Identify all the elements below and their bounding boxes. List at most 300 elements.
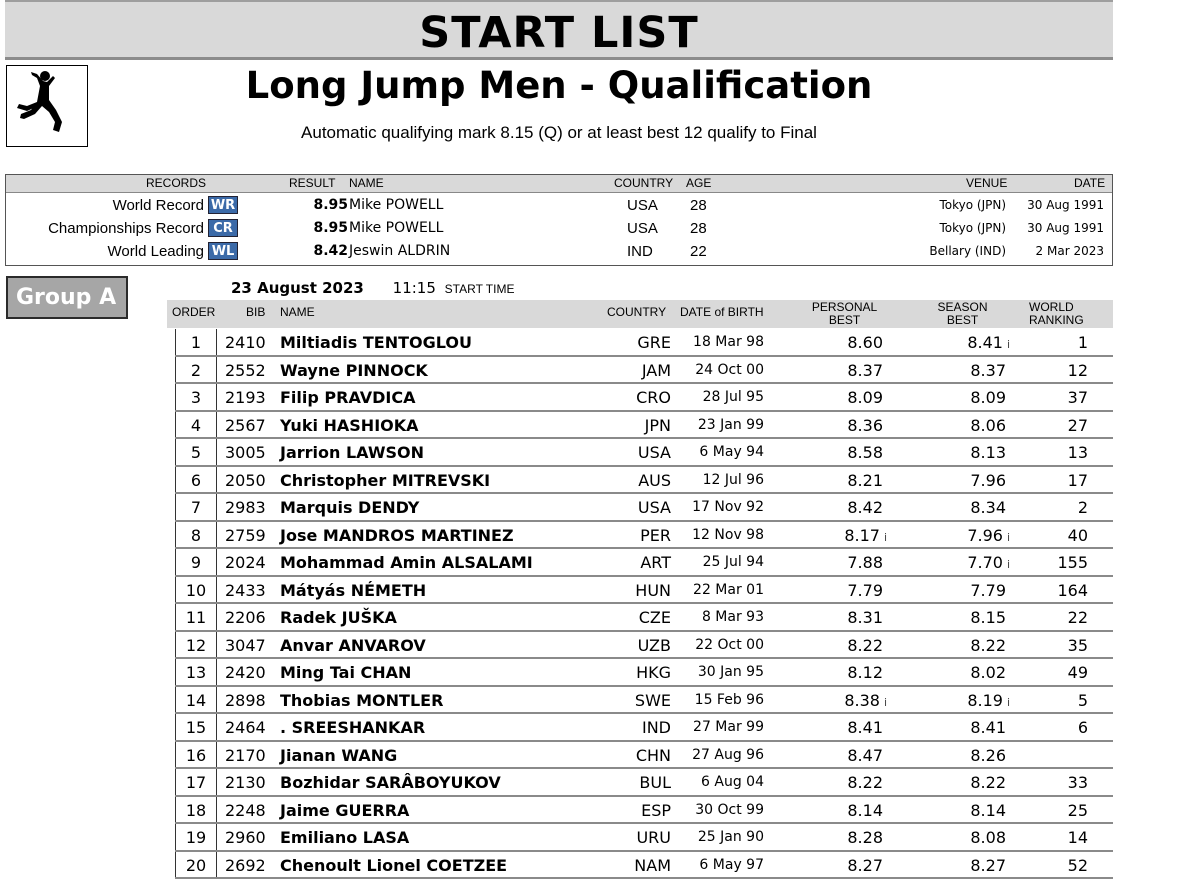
athlete-name [280,718,425,737]
athlete-order-value: 11 [185,608,207,627]
athlete-order-value: 7 [190,498,202,517]
athlete-row [175,687,1113,715]
athlete-country-value: CZE [638,608,671,627]
start-time: 11:15 [392,279,436,297]
athlete-country [638,636,671,655]
athlete-dob [695,802,764,818]
athlete-world-ranking-value: 33 [1067,773,1088,792]
athlete-order [175,852,217,878]
athlete-personal-best [847,801,887,820]
athlete-world-ranking-value: 164 [1057,580,1088,600]
athlete-season-best-value: 8.15 [970,608,1006,627]
athlete-name-value: Miltiadis TENTOGLOU [280,333,472,352]
record-venue: Bellary (IND) [929,244,1006,258]
athlete-order-value: 18 [185,800,207,820]
athlete-order-value: 15 [185,718,207,737]
athlete-dob-value: 12 Nov 98 [692,526,764,543]
athlete-season-best [967,526,1010,545]
athlete-row [175,797,1113,825]
start-date: 23 August 2023 [231,279,364,297]
athlete-country [636,746,671,765]
athlete-name [280,333,472,352]
athlete-season-best [970,773,1010,792]
athlete-bib-value: 3005 [225,443,266,462]
athlete-order [175,439,217,465]
athlete-name [280,526,514,545]
athlete-world-ranking [1068,801,1088,820]
athlete-season-best-value: 8.41 [967,333,1003,352]
athlete-season-best-value: 8.14 [970,800,1006,820]
athlete-dob [702,609,764,625]
athlete-country-value: GRE [637,333,671,352]
athlete-dob-value: 18 Mar 98 [693,334,764,350]
athlete-season-best-value: 8.09 [970,388,1006,407]
athlete-season-best-value: 7.79 [970,580,1006,600]
athlete-name [280,443,424,462]
athlete-personal-best-value: 8.28 [847,828,883,847]
athlete-name-value: Wayne PINNOCK [280,360,428,380]
athlete-name-value: Radek JUŠKA [280,608,397,627]
athlete-season-best-value: 7.96 [967,525,1003,545]
athlete-order-value: 2 [190,360,202,380]
col-rank-line1: WORLD [1029,300,1074,314]
athlete-order-value: 8 [190,525,202,545]
athlete-world-ranking-value: 35 [1067,635,1088,655]
athlete-bib [225,828,266,847]
athlete-order-value: 19 [185,828,207,847]
athlete-country [635,691,671,710]
athlete-world-ranking-value: 27 [1067,415,1088,435]
athlete-season-best-value: 8.26 [970,745,1006,765]
athlete-dob [692,527,764,543]
athlete-name-value: Jose MANDROS MARTINEZ [280,525,514,545]
athlete-season-best [967,691,1010,710]
record-country: IND [627,243,653,260]
athlete-row [175,494,1113,522]
athlete-bib-value: 2206 [225,608,266,627]
athlete-personal-best [847,333,887,352]
athlete-personal-best [844,691,887,710]
record-holder: Mike POWELL [349,197,444,213]
athlete-world-ranking-value: 12 [1067,360,1088,380]
athlete-name [280,773,501,792]
athlete-name-value: Mohammad Amin ALSALAMI [280,553,533,572]
athlete-personal-best [844,526,887,545]
athlete-dob [703,554,764,570]
athlete-personal-best [847,416,887,435]
athlete-row [175,439,1113,467]
athlete-world-ranking-value: 37 [1067,388,1088,407]
athlete-dob-value: 8 Mar 93 [701,609,764,625]
record-holder: Mike POWELL [349,220,444,236]
athlete-country-value: JAM [641,360,671,380]
athlete-name [280,553,533,572]
athlete-order [175,357,217,383]
athlete-row [175,522,1113,550]
athlete-dob [699,444,764,460]
athlete-bib-value: 2567 [225,415,266,435]
record-country: USA [627,197,658,214]
record-age: 28 [690,220,707,237]
athlete-dob-value: 30 Jan 95 [697,664,764,680]
athlete-order-value: 16 [185,745,207,765]
athlete-country [637,333,671,352]
athlete-name [280,691,443,710]
athlete-name-value: Filip PRAVDICA [280,388,416,407]
athlete-bib [225,691,266,710]
athlete-order [175,494,217,520]
athlete-name-value: Jaime GUERRA [280,800,410,820]
record-date: 30 Aug 1991 [1027,198,1104,212]
athlete-world-ranking [1078,333,1088,352]
athlete-personal-best-value: 8.58 [847,443,883,462]
athlete-bib-value: 2410 [225,333,266,352]
athlete-world-ranking [1078,498,1088,517]
athlete-season-best-value: 8.22 [970,635,1006,655]
athlete-bib [225,443,266,462]
athlete-dob [693,582,764,598]
athlete-bib [225,333,266,352]
records-col-records: RECORDS [146,176,207,190]
athlete-personal-best [847,443,887,462]
athlete-dob-value: 28 Jul 95 [702,389,764,405]
athlete-season-best [970,416,1010,435]
athlete-personal-best [847,663,887,682]
athlete-personal-best [847,553,887,572]
athlete-row [175,742,1113,770]
col-season-best [925,301,1000,327]
athlete-dob-value: 6 May 97 [699,856,764,873]
athlete-world-ranking-value: 52 [1067,855,1088,875]
athlete-name-value: Christopher MITREVSKI [280,470,491,490]
athlete-country [642,361,671,380]
col-country: COUNTRY [607,305,667,319]
records-header-row [6,175,1112,193]
athlete-season-best [970,801,1010,820]
athlete-bib [225,773,266,792]
athlete-personal-best-value: 8.22 [847,773,883,792]
athlete-personal-best-value: 8.17 [844,525,880,545]
athlete-personal-best-value: 8.60 [847,333,883,352]
athlete-personal-best [847,498,887,517]
athlete-bib-value: 2464 [225,718,266,737]
athlete-dob [698,664,764,680]
athlete-name [280,608,397,627]
athlete-country-value: URU [636,828,671,847]
athlete-country [642,718,671,737]
col-order: ORDER [172,305,216,319]
col-sb-line2: BEST [946,313,979,327]
athlete-row [175,604,1113,632]
athlete-country-value: ESP [641,800,671,820]
athlete-dob [695,692,764,708]
athlete-name-value: Yuki HASHIOKA [280,415,419,435]
athlete-dob [695,637,764,653]
athlete-dob-value: 24 Oct 00 [695,361,764,378]
athlete-personal-best-value: 8.09 [847,388,883,407]
athlete-row [175,769,1113,797]
record-label: Championships Record [48,220,204,237]
record-badge: WR [208,196,238,214]
athlete-season-best [967,553,1010,572]
athlete-personal-best-value: 8.42 [847,498,883,517]
athlete-row [175,467,1113,495]
athlete-order [175,797,217,823]
record-label: World Record [112,197,204,214]
athlete-row [175,412,1113,440]
athlete-name-value: . SREESHANKAR [280,718,426,737]
records-table [5,174,1113,266]
athlete-name [280,746,397,765]
athlete-country-value: CHN [635,745,671,765]
athlete-personal-best-value: 7.88 [847,553,883,572]
athlete-country [636,663,671,682]
athlete-season-best-value: 8.34 [970,498,1006,517]
athlete-dob [693,334,764,350]
athlete-season-best-value: 8.27 [970,855,1006,875]
athlete-name [280,801,409,820]
record-badge: CR [208,219,238,237]
start-list-banner [5,0,1113,60]
athlete-order-value: 5 [190,443,202,462]
records-col-venue: VENUE [966,176,1008,190]
athlete-personal-best-indoor-flag: i [883,530,887,544]
athlete-country [645,416,671,435]
athlete-bib [225,746,266,765]
athlete-world-ranking [1068,856,1088,875]
athlete-world-ranking [1068,636,1088,655]
athlete-order-value: 4 [190,415,202,435]
athlete-season-best [970,718,1010,737]
athlete-row [175,852,1113,879]
athlete-season-best-value: 8.19 [967,690,1003,710]
athlete-dob [692,747,764,763]
athlete-country [639,608,671,627]
record-country: USA [627,220,658,237]
athlete-personal-best-value: 8.22 [847,635,883,655]
athlete-order [175,687,217,713]
record-result: 8.95 [313,220,348,236]
athlete-bib [225,388,266,407]
athlete-bib [225,801,266,820]
record-holder: Jeswin ALDRIN [349,243,451,259]
athlete-row [175,659,1113,687]
athlete-dob-value: 23 Jan 99 [697,416,764,433]
athlete-name-value: Ming Tai CHAN [280,663,412,682]
col-personal-best [807,301,882,327]
start-list-rows [175,329,1113,879]
athlete-country-value: PER [640,525,671,545]
athlete-order-value: 13 [185,663,207,682]
athlete-country-value: ART [640,553,671,572]
athlete-world-ranking-value: 2 [1077,498,1088,517]
athlete-order-value: 12 [185,635,207,655]
record-row [6,195,1112,217]
athlete-dob-value: 15 Feb 96 [694,691,764,708]
athlete-country [638,443,671,462]
athlete-dob-value: 27 Aug 96 [692,746,764,763]
athlete-country-value: BUL [639,773,671,792]
athlete-personal-best [847,856,887,875]
athlete-personal-best [847,471,887,490]
athlete-bib [225,856,266,875]
record-result: 8.42 [313,243,348,259]
athlete-world-ranking-value: 14 [1067,828,1088,847]
athlete-name-value: Emiliano LASA [280,828,410,847]
athlete-bib [225,581,266,600]
athlete-name-value: Jarrion LAWSON [280,443,424,462]
athlete-season-best-value: 8.06 [970,415,1006,435]
athlete-personal-best [847,636,887,655]
athlete-country [638,471,671,490]
athlete-personal-best [847,746,887,765]
athlete-row [175,714,1113,742]
athlete-bib-value: 2024 [225,553,266,572]
athlete-season-best [970,828,1010,847]
athlete-country-value: USA [637,498,671,517]
col-rank-line2: RANKING [1029,313,1084,327]
athlete-season-best-value: 8.08 [970,828,1006,847]
athlete-bib [225,636,266,655]
athlete-personal-best-value: 8.27 [847,855,883,875]
start-list-header-row [167,300,1113,328]
athlete-world-ranking-value: 22 [1067,608,1088,627]
athlete-country [636,828,671,847]
athlete-dob-value: 22 Oct 00 [695,636,764,653]
athlete-season-best [970,581,1010,600]
athlete-season-best-value: 8.37 [970,360,1006,380]
athlete-bib-value: 2130 [225,773,266,792]
col-sb-line1: SEASON [937,300,988,314]
athlete-bib [225,416,266,435]
athlete-bib-value: 2433 [225,580,266,600]
athlete-order [175,769,217,795]
athlete-dob [698,829,764,845]
record-date: 2 Mar 2023 [1035,244,1104,258]
athlete-season-best-value: 8.22 [970,773,1006,792]
athlete-bib [225,718,266,737]
records-col-name: NAME [349,176,384,190]
athlete-order [175,412,217,438]
col-name: NAME [280,305,315,319]
athlete-season-best-indoor-flag: i [1006,558,1010,571]
athlete-row [175,549,1113,577]
athlete-world-ranking [1068,663,1088,682]
athlete-dob [703,472,764,488]
athlete-dob [698,417,764,433]
athlete-name [280,361,428,380]
athlete-row [175,357,1113,385]
athlete-country-value: HUN [635,580,671,600]
athlete-season-best [967,333,1010,352]
athlete-order [175,549,217,575]
athlete-world-ranking [1068,608,1088,627]
athlete-world-ranking [1068,828,1088,847]
athlete-bib-value: 2248 [225,800,266,820]
athlete-bib [225,498,266,517]
athlete-order [175,577,217,603]
records-col-result: RESULT [289,176,336,190]
athlete-name [280,636,426,655]
athlete-country-value: JPN [644,415,671,435]
athlete-row [175,632,1113,660]
athlete-personal-best [847,361,887,380]
athlete-dob [695,362,764,378]
athlete-bib [225,526,266,545]
athlete-personal-best [847,828,887,847]
col-world-ranking [1029,301,1089,327]
athlete-order-value: 17 [185,773,207,792]
athlete-name-value: Anvar ANVAROV [280,635,426,655]
athlete-order [175,467,217,493]
athlete-world-ranking-value: 13 [1067,443,1088,462]
athlete-order [175,714,217,740]
records-col-date: DATE [1074,176,1106,190]
athlete-country-value: HKG [636,663,671,682]
athlete-world-ranking [1057,553,1088,572]
athlete-bib-value: 2692 [225,855,266,875]
athlete-season-best [970,443,1010,462]
record-row [6,218,1112,240]
athlete-season-best-value: 8.41 [970,718,1006,737]
athlete-country-value: CRO [636,388,671,407]
record-result: 8.95 [313,197,348,213]
athlete-name [280,388,416,407]
athlete-country [640,526,671,545]
athlete-personal-best-value: 8.47 [847,745,883,765]
athlete-world-ranking-value: 40 [1067,525,1088,545]
athlete-world-ranking [1068,416,1088,435]
athlete-personal-best-value: 8.37 [847,360,883,380]
athlete-country [640,553,671,572]
athlete-name [280,416,419,435]
athlete-country-value: IND [641,718,671,737]
athlete-personal-best [847,718,887,737]
athlete-country [634,856,671,875]
col-pb-line1: PERSONAL [811,300,878,314]
athlete-bib-value: 2759 [225,525,266,545]
record-age: 28 [690,197,707,214]
athlete-season-best [970,498,1010,517]
record-label: World Leading [107,243,204,260]
athlete-dob-value: 6 May 94 [699,444,764,460]
group-label: Group A [6,276,128,319]
banner-title: START LIST [419,8,699,58]
athlete-dob [701,774,764,790]
athlete-season-best [970,471,1010,490]
athlete-country-value: USA [637,443,671,462]
athlete-country-value: UZB [637,635,671,655]
athlete-bib-value: 2960 [225,828,266,847]
athlete-season-best [970,856,1010,875]
athlete-dob [693,719,764,735]
qualification-note: Automatic qualifying mark 8.15 (Q) or at least best 12 qualify to Final [301,123,817,142]
athlete-personal-best-value: 8.36 [847,415,883,435]
record-date: 30 Aug 1991 [1027,221,1104,235]
athlete-dob-value: 30 Oct 99 [695,801,764,818]
athlete-country [641,801,671,820]
athlete-bib-value: 2898 [225,690,266,710]
athlete-bib [225,608,266,627]
athlete-personal-best [847,581,887,600]
start-info [231,279,514,297]
athlete-order-value: 14 [185,690,207,710]
col-bib: BIB [246,305,266,319]
athlete-world-ranking [1078,718,1088,737]
athlete-order-value: 3 [190,388,202,407]
records-col-country: COUNTRY [614,176,674,190]
athlete-world-ranking [1068,361,1088,380]
